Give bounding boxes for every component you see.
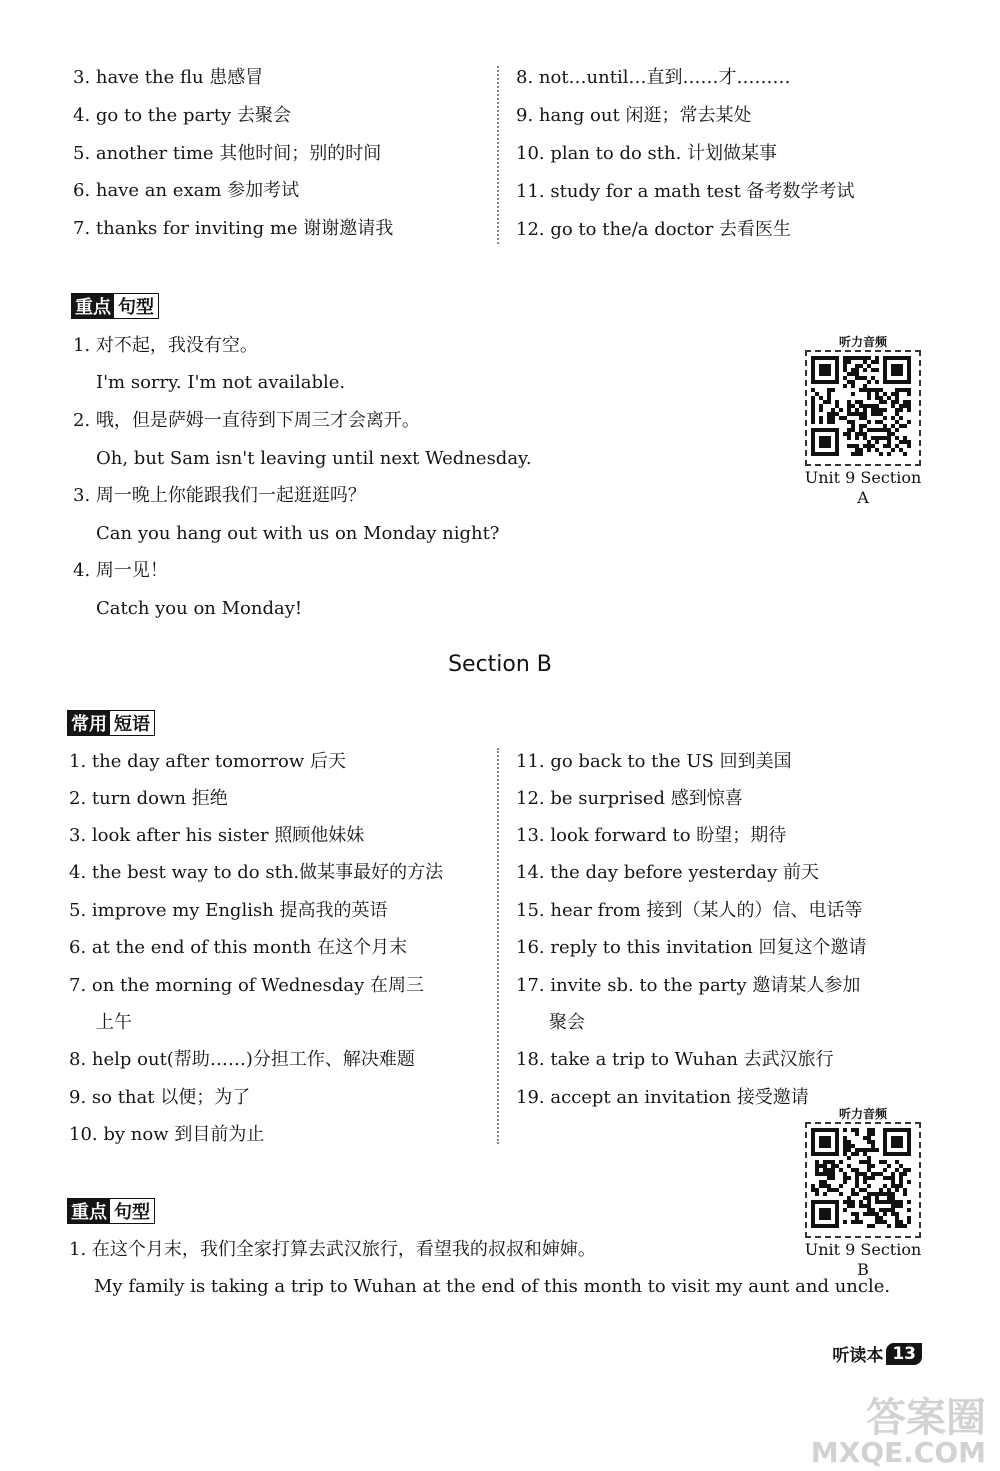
phrase-item: 5. improve my English 提高我的英语 <box>69 900 388 921</box>
tag-light-part: 句型 <box>114 294 158 318</box>
qr-frame <box>805 350 921 466</box>
qr-caption: Unit 9 Section A <box>804 468 922 507</box>
phrase-item: 18. take a trip to Wuhan 去武汉旅行 <box>516 1049 834 1070</box>
phrase-item: 15. hear from 接到（某人的）信、电话等 <box>516 900 863 921</box>
sentence-chinese: 1. 在这个月末，我们全家打算去武汉旅行，看望我的叔叔和婶婶。 <box>69 1239 596 1260</box>
column-divider <box>497 66 499 244</box>
sentence-english: Catch you on Monday! <box>96 598 303 619</box>
footer-label: 听读本 <box>832 1346 884 1366</box>
phrase-item: 4. the best way to do sth.做某事最好的方法 <box>69 862 444 883</box>
qr-caption: Unit 9 Section B <box>804 1240 922 1279</box>
column-divider <box>497 748 499 1144</box>
sentence-chinese: 2. 哦，但是萨姆一直待到下周三才会离开。 <box>73 410 420 431</box>
phrase-item: 5. another time 其他时间；别的时间 <box>73 143 382 164</box>
phrase-item: 2. turn down 拒绝 <box>69 788 228 809</box>
phrase-item-continued: 上午 <box>96 1012 132 1033</box>
qr-frame <box>805 1122 921 1238</box>
phrase-item: 19. accept an invitation 接受邀请 <box>516 1087 809 1108</box>
qr-code-audio-a[interactable] <box>800 334 926 508</box>
key-sentences-tag <box>67 1198 155 1224</box>
common-phrases-tag <box>67 710 155 736</box>
phrase-item: 1. the day after tomorrow 后天 <box>69 751 346 772</box>
section-title: Section B <box>448 652 552 677</box>
phrase-item: 10. by now 到目前为止 <box>69 1124 265 1145</box>
phrase-item: 6. at the end of this month 在这个月末 <box>69 937 408 958</box>
phrase-item: 12. be surprised 感到惊喜 <box>516 788 743 809</box>
qr-code-icon <box>811 1128 915 1232</box>
phrase-item: 9. so that 以便；为了 <box>69 1087 251 1108</box>
qr-heading: 听力音频 <box>838 1107 887 1121</box>
watermark-line-1: 答案圈 <box>866 1395 986 1441</box>
sentence-chinese: 1. 对不起，我没有空。 <box>73 335 258 356</box>
key-sentences-tag <box>71 293 159 319</box>
tag-light-part: 短语 <box>110 711 154 735</box>
sentence-english: I'm sorry. I'm not available. <box>96 372 346 393</box>
qr-code-icon <box>811 356 915 460</box>
sentence-english: Can you hang out with us on Monday night? <box>96 523 500 544</box>
phrase-item: 8. help out(帮助……)分担工作、解决难题 <box>69 1049 415 1070</box>
phrase-item-continued: 聚会 <box>549 1012 585 1033</box>
page-number: 13 <box>886 1343 922 1365</box>
qr-code-audio-b[interactable] <box>800 1106 926 1280</box>
phrase-item: 11. study for a math test 备考数学考试 <box>516 181 855 202</box>
phrase-item: 10. plan to do sth. 计划做某事 <box>516 143 778 164</box>
phrase-item: 7. thanks for inviting me 谢谢邀请我 <box>73 218 394 239</box>
tag-dark-part: 重点 <box>72 294 114 318</box>
phrase-item: 3. have the flu 患感冒 <box>73 67 264 88</box>
phrase-item: 8. not…until…直到……才……… <box>516 67 791 88</box>
watermark <box>810 1395 986 1469</box>
phrase-item: 9. hang out 闲逛；常去某处 <box>516 105 752 126</box>
phrase-item: 14. the day before yesterday 前天 <box>516 862 820 883</box>
tag-dark-part: 常用 <box>68 711 110 735</box>
phrase-item: 12. go to the/a doctor 去看医生 <box>516 219 792 240</box>
phrase-item: 6. have an exam 参加考试 <box>73 180 300 201</box>
qr-heading: 听力音频 <box>838 335 887 349</box>
sentence-chinese: 3. 周一晚上你能跟我们一起逛逛吗？ <box>73 485 366 506</box>
phrase-item: 3. look after his sister 照顾他妹妹 <box>69 825 365 846</box>
phrase-item: 11. go back to the US 回到美国 <box>516 751 792 772</box>
sentence-chinese: 4. 周一见！ <box>73 560 168 581</box>
phrase-item: 17. invite sb. to the party 邀请某人参加 <box>516 975 861 996</box>
page-footer <box>832 1341 922 1366</box>
watermark-line-2: MXQE.COM <box>810 1436 986 1469</box>
tag-dark-part: 重点 <box>68 1199 110 1223</box>
phrase-item: 13. look forward to 盼望；期待 <box>516 825 787 846</box>
phrase-item: 16. reply to this invitation 回复这个邀请 <box>516 937 867 958</box>
sentence-english: Oh, but Sam isn't leaving until next Wednesday. <box>96 448 532 469</box>
phrase-item: 7. on the morning of Wednesday 在周三 <box>69 975 424 996</box>
sentence-english: My family is taking a trip to Wuhan at the end of this month to visit my aunt and uncle. <box>94 1276 891 1297</box>
phrase-item: 4. go to the party 去聚会 <box>73 105 291 126</box>
tag-light-part: 句型 <box>110 1199 154 1223</box>
